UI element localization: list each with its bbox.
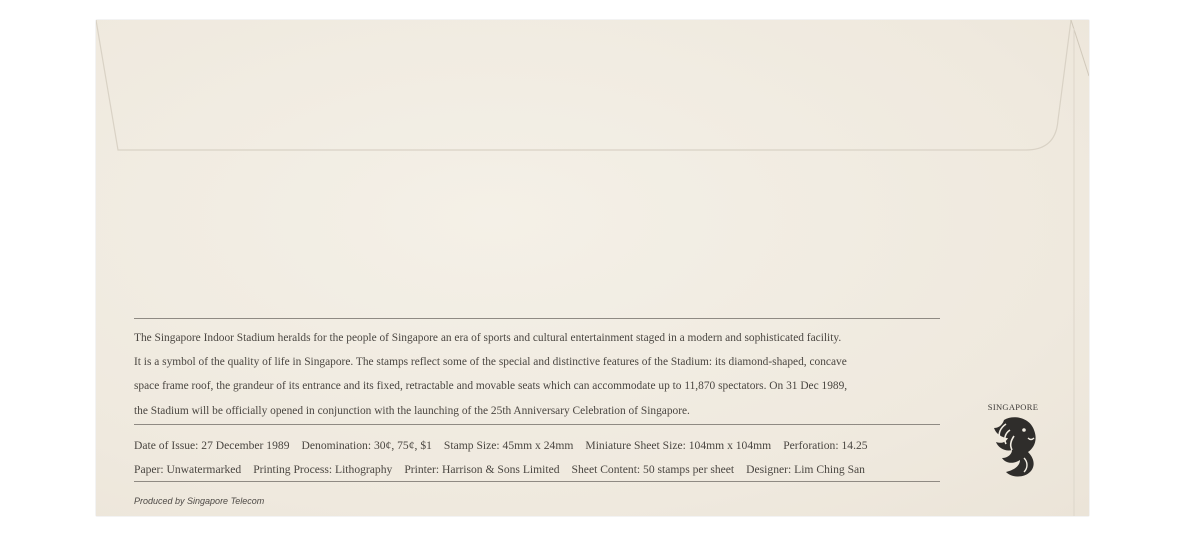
printer: Printer: Harrison & Sons Limited	[404, 463, 560, 476]
details-row-1	[134, 434, 940, 458]
designer: Designer: Lim Ching San	[746, 463, 865, 476]
middle-rule	[134, 424, 940, 425]
denomination: Denomination: 30¢, 75¢, $1	[301, 439, 432, 452]
perforation: Perforation: 14.25	[783, 439, 868, 452]
merlion-icon	[984, 414, 1042, 478]
stamp-size: Stamp Size: 45mm x 24mm	[443, 439, 574, 452]
miniature-sheet-size: Miniature Sheet Size: 104mm x 104mm	[585, 439, 772, 452]
description-line: space frame roof, the grandeur of its entrance and its fixed, retractable and movable seats which can accommodate up to 11,870 spectators. On 31 Dec 1989,	[134, 380, 848, 393]
singapore-logo	[978, 402, 1048, 483]
description-text	[134, 326, 940, 423]
date-of-issue: Date of Issue: 27 December 1989	[134, 439, 290, 452]
paper: Paper: Unwatermarked	[134, 463, 242, 476]
description-line: The Singapore Indoor Stadium heralds for the people of Singapore an era of sports and cultural entertainment staged in a modern and sophisticated facility.	[134, 332, 842, 344]
sheet-content: Sheet Content: 50 stamps per sheet	[571, 463, 735, 476]
logo-text: SINGAPORE	[987, 402, 1039, 412]
description-line: the Stadium will be officially opened in conjunction with the launching of the 25th Anniversary Celebration of Singapore.	[134, 404, 690, 417]
envelope-back	[96, 20, 1089, 516]
top-rule	[134, 318, 940, 319]
details-row-2	[134, 458, 940, 482]
producer-credit: Produced by Singapore Telecom	[134, 496, 265, 506]
stamp-details	[134, 434, 940, 482]
bottom-rule	[134, 481, 940, 482]
description-line: It is a symbol of the quality of life in Singapore. The stamps reflect some of the special and distinctive features of the Stadium: its diamond-shaped, concave	[134, 356, 847, 369]
printing-process: Printing Process: Lithography	[253, 463, 393, 476]
